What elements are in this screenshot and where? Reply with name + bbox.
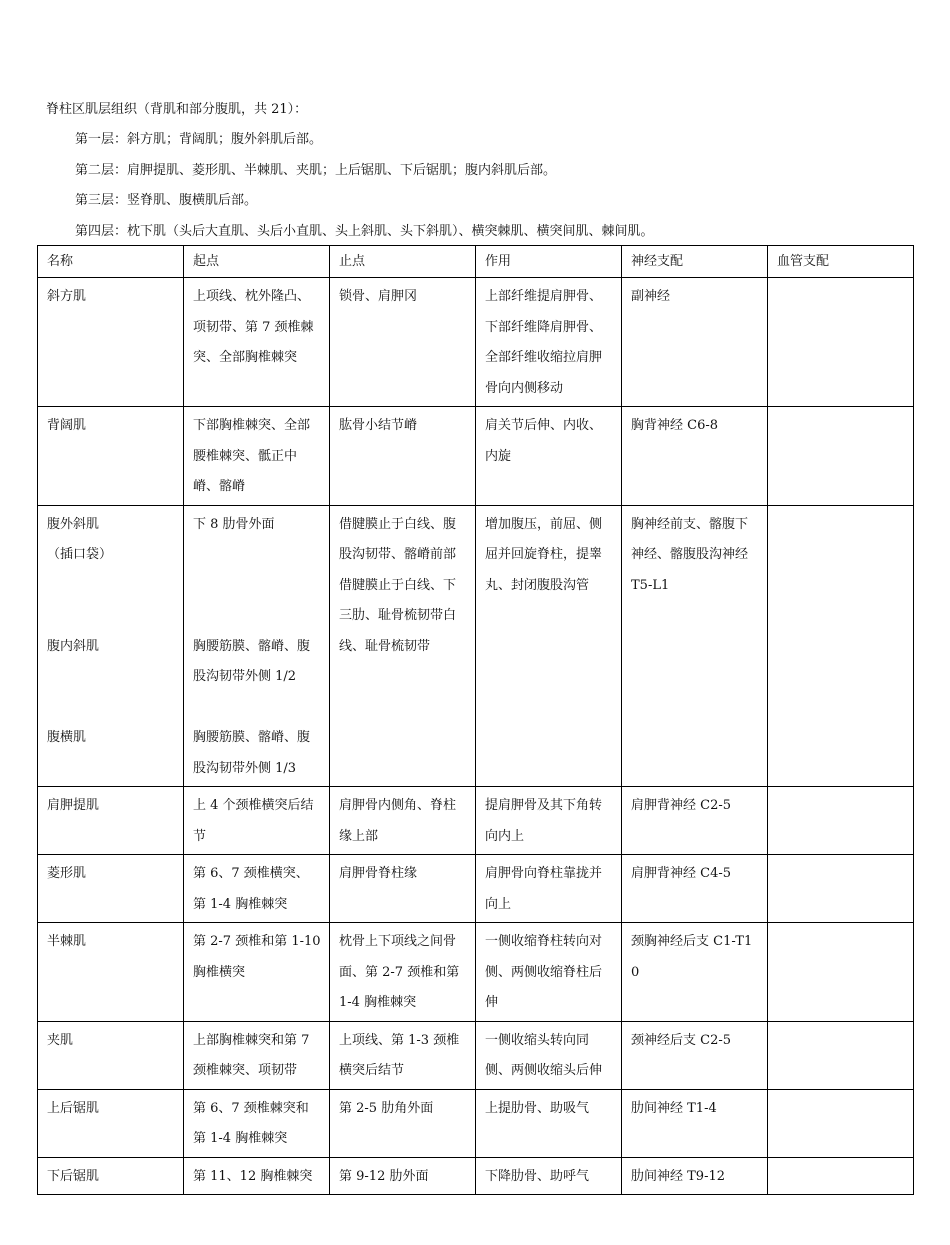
cell-vessel bbox=[768, 923, 914, 1022]
cell-origin: 第 11、12 胸椎棘突 bbox=[184, 1157, 330, 1195]
table-row bbox=[38, 278, 914, 407]
cell-name: 背阔肌 bbox=[38, 407, 184, 506]
cell-name: 上后锯肌 bbox=[38, 1089, 184, 1157]
cell-insertion: 锁骨、肩胛冈 bbox=[330, 278, 476, 407]
cell-origin: 上 4 个颈椎横突后结节 bbox=[184, 787, 330, 855]
cell-action: 肩胛骨向脊柱靠拢并向上 bbox=[476, 855, 622, 923]
cell-action: 上部纤维提肩胛骨、下部纤维降肩胛骨、全部纤维收缩拉肩胛骨向内侧移动 bbox=[476, 278, 622, 407]
cell-insertion: 借腱膜止于白线、腹股沟韧带、髂嵴前部借腱膜止于白线、下三肋、耻骨梳韧带白线、耻骨梳韧带 bbox=[330, 505, 476, 787]
cell-vessel bbox=[768, 1157, 914, 1195]
cell-action: 下降肋骨、助呼气 bbox=[476, 1157, 622, 1195]
cell-nerve: 肩胛背神经 C2-5 bbox=[622, 787, 768, 855]
cell-insertion: 肩胛骨脊柱缘 bbox=[330, 855, 476, 923]
cell-name: 菱形肌 bbox=[38, 855, 184, 923]
cell-vessel bbox=[768, 855, 914, 923]
header-insertion: 止点 bbox=[330, 246, 476, 278]
cell-nerve: 肋间神经 T9-12 bbox=[622, 1157, 768, 1195]
cell-nerve: 颈胸神经后支 C1-T10 bbox=[622, 923, 768, 1022]
muscle-table bbox=[37, 245, 914, 1195]
cell-origin: 下 8 肋骨外面 胸腰筋膜、髂嵴、腹股沟韧带外侧 1/2 胸腰筋膜、髂嵴、腹股沟韧带外侧 1/3 bbox=[184, 505, 330, 787]
cell-insertion: 肱骨小结节嵴 bbox=[330, 407, 476, 506]
cell-nerve: 副神经 bbox=[622, 278, 768, 407]
table-row bbox=[38, 855, 914, 923]
cell-insertion: 肩胛骨内侧角、脊柱缘上部 bbox=[330, 787, 476, 855]
table-row bbox=[38, 1021, 914, 1089]
cell-name: 肩胛提肌 bbox=[38, 787, 184, 855]
cell-nerve: 胸神经前支、髂腹下神经、髂腹股沟神经 T5-L1 bbox=[622, 505, 768, 787]
cell-insertion: 上项线、第 1-3 颈椎横突后结节 bbox=[330, 1021, 476, 1089]
layer-4-text: 第四层：枕下肌（头后大直肌、头后小直肌、头上斜肌、头下斜肌）、横突棘肌、横突间肌、棘间肌。 bbox=[75, 224, 654, 239]
layer-2-text: 第二层：肩胛提肌、菱形肌、半棘肌、夹肌；上后锯肌、下后锯肌；腹内斜肌后部。 bbox=[75, 163, 557, 178]
cell-name: 半棘肌 bbox=[38, 923, 184, 1022]
cell-vessel bbox=[768, 505, 914, 787]
cell-origin: 上部胸椎棘突和第 7 颈椎棘突、项韧带 bbox=[184, 1021, 330, 1089]
table-row bbox=[38, 505, 914, 787]
cell-insertion: 第 2-5 肋角外面 bbox=[330, 1089, 476, 1157]
cell-nerve: 胸背神经 C6-8 bbox=[622, 407, 768, 506]
layer-3-text: 第三层：竖脊肌、腹横肌后部。 bbox=[75, 193, 258, 208]
cell-name: 斜方肌 bbox=[38, 278, 184, 407]
cell-action: 上提肋骨、助吸气 bbox=[476, 1089, 622, 1157]
cell-name: 下后锯肌 bbox=[38, 1157, 184, 1195]
header-name: 名称 bbox=[38, 246, 184, 278]
table-row bbox=[38, 1089, 914, 1157]
cell-vessel bbox=[768, 1089, 914, 1157]
cell-origin: 上项线、枕外隆凸、项韧带、第 7 颈椎棘突、全部胸椎棘突 bbox=[184, 278, 330, 407]
cell-nerve: 肋间神经 T1-4 bbox=[622, 1089, 768, 1157]
cell-vessel bbox=[768, 787, 914, 855]
table-row bbox=[38, 787, 914, 855]
cell-vessel bbox=[768, 1021, 914, 1089]
cell-action: 一侧收缩头转向同侧、两侧收缩头后伸 bbox=[476, 1021, 622, 1089]
table-row bbox=[38, 923, 914, 1022]
cell-nerve: 颈神经后支 C2-5 bbox=[622, 1021, 768, 1089]
cell-action: 肩关节后伸、内收、内旋 bbox=[476, 407, 622, 506]
cell-action: 提肩胛骨及其下角转向内上 bbox=[476, 787, 622, 855]
cell-vessel bbox=[768, 278, 914, 407]
header-vessel: 血管支配 bbox=[768, 246, 914, 278]
cell-insertion: 枕骨上下项线之间骨面、第 2-7 颈椎和第 1-4 胸椎棘突 bbox=[330, 923, 476, 1022]
intro-heading: 脊柱区肌层组织（背肌和部分腹肌，共 21）： bbox=[46, 102, 308, 117]
cell-vessel bbox=[768, 407, 914, 506]
header-nerve: 神经支配 bbox=[622, 246, 768, 278]
cell-action: 一侧收缩脊柱转向对侧、两侧收缩脊柱后伸 bbox=[476, 923, 622, 1022]
header-action: 作用 bbox=[476, 246, 622, 278]
table-row bbox=[38, 1157, 914, 1195]
cell-insertion: 第 9-12 肋外面 bbox=[330, 1157, 476, 1195]
header-origin: 起点 bbox=[184, 246, 330, 278]
cell-action: 增加腹压，前屈、侧屈并回旋脊柱，提睾丸、封闭腹股沟管 bbox=[476, 505, 622, 787]
cell-origin: 第 2-7 颈椎和第 1-10 胸椎横突 bbox=[184, 923, 330, 1022]
layer-1-text: 第一层：斜方肌；背阔肌；腹外斜肌后部。 bbox=[75, 132, 323, 147]
cell-origin: 第 6、7 颈椎横突、第 1-4 胸椎棘突 bbox=[184, 855, 330, 923]
cell-name: 腹外斜肌 （插口袋） 腹内斜肌 腹横肌 bbox=[38, 505, 184, 787]
cell-origin: 第 6、7 颈椎棘突和第 1-4 胸椎棘突 bbox=[184, 1089, 330, 1157]
cell-nerve: 肩胛背神经 C4-5 bbox=[622, 855, 768, 923]
cell-name: 夹肌 bbox=[38, 1021, 184, 1089]
table-header-row bbox=[38, 246, 914, 278]
cell-origin: 下部胸椎棘突、全部腰椎棘突、骶正中嵴、髂嵴 bbox=[184, 407, 330, 506]
table-row bbox=[38, 407, 914, 506]
